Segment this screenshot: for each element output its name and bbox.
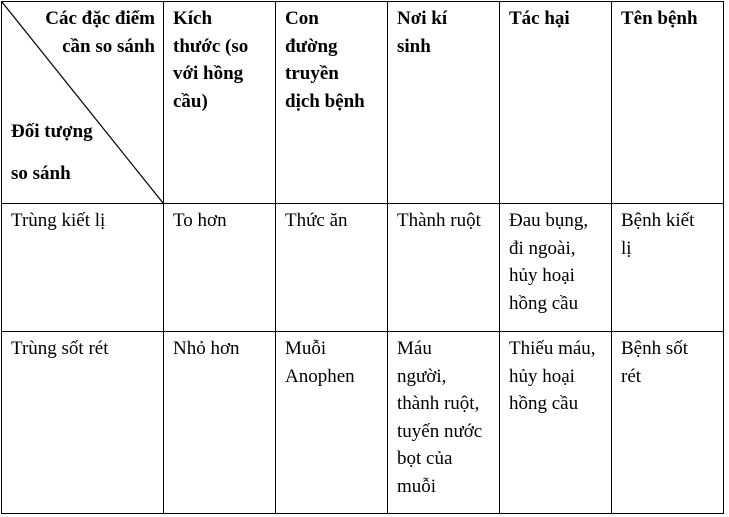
comparison-table <box>1 1 724 514</box>
cell-harm: Đau bụng, đi ngoài, hủy hoại hồng cầu <box>500 204 612 332</box>
cell-transmission: Thức ăn <box>276 204 388 332</box>
table-row <box>2 332 724 514</box>
cell-disease: Bệnh sốt rét <box>612 332 724 514</box>
header-habitat: Nơi kí sinh <box>388 2 500 204</box>
header-row <box>2 2 724 204</box>
cell-subject: Trùng sốt rét <box>2 332 164 514</box>
header-transmission: Con đường truyền dịch bệnh <box>276 2 388 204</box>
table-row <box>2 204 724 332</box>
header-harm: Tác hại <box>500 2 612 204</box>
cell-habitat: Máu người, thành ruột, tuyến nước bọt của muỗi <box>388 332 500 514</box>
cell-transmission: Muỗi Anophen <box>276 332 388 514</box>
cell-disease: Bệnh kiết lị <box>612 204 724 332</box>
corner-header-cell <box>2 2 164 204</box>
corner-subjects-label-line1: Đối tượng <box>11 121 93 142</box>
corner-subjects-label-line2: so sánh <box>11 163 71 184</box>
cell-harm: Thiếu máu, hủy hoại hồng cầu <box>500 332 612 514</box>
cell-habitat: Thành ruột <box>388 204 500 332</box>
header-size: Kích thước (so với hồng cầu) <box>164 2 276 204</box>
cell-subject: Trùng kiết lị <box>2 204 164 332</box>
cell-size: To hơn <box>164 204 276 332</box>
cell-size: Nhỏ hơn <box>164 332 276 514</box>
header-disease: Tên bệnh <box>612 2 724 204</box>
corner-features-label: Các đặc điểm cần so sánh <box>45 8 155 57</box>
